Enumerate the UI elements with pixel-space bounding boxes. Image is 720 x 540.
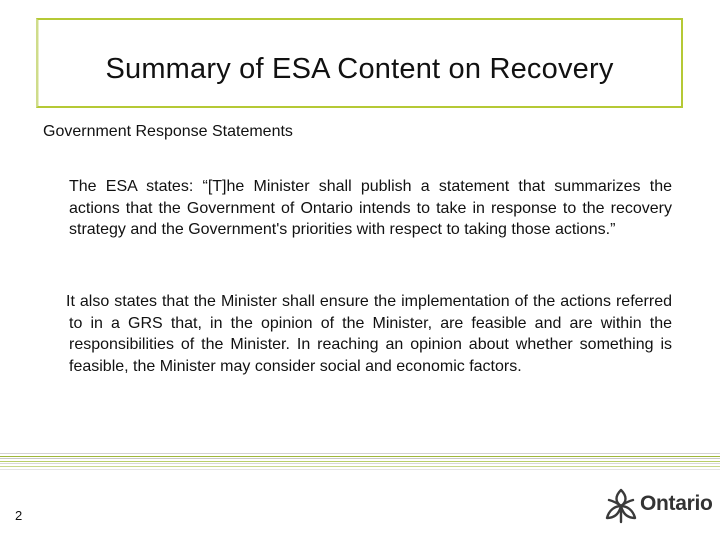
page-number: 2 <box>15 508 23 523</box>
trillium-icon <box>603 486 639 526</box>
page-title: Summary of ESA Content on Recovery <box>105 53 614 85</box>
title-box <box>36 18 683 108</box>
paragraph-2: It also states that the Minister shall ensure the implementation of the actions referred to in a GRS that, in the opinion of the Minister, are feasible and are within the responsibilities of the Minister. In reaching an opinion about whether something is feasible, the Minister may consider social and economic factors. <box>66 293 672 375</box>
ontario-logo <box>603 486 715 526</box>
paragraph-1: The ESA states: “[T]he Minister shall publish a statement that summarizes the actions that the Government of Ontario intends to take in response to the recovery strategy and the Government's priorities with respect to taking those actions.” <box>69 178 672 239</box>
ontario-wordmark: Ontario <box>640 492 713 515</box>
subheading: Government Response Statements <box>43 123 293 140</box>
